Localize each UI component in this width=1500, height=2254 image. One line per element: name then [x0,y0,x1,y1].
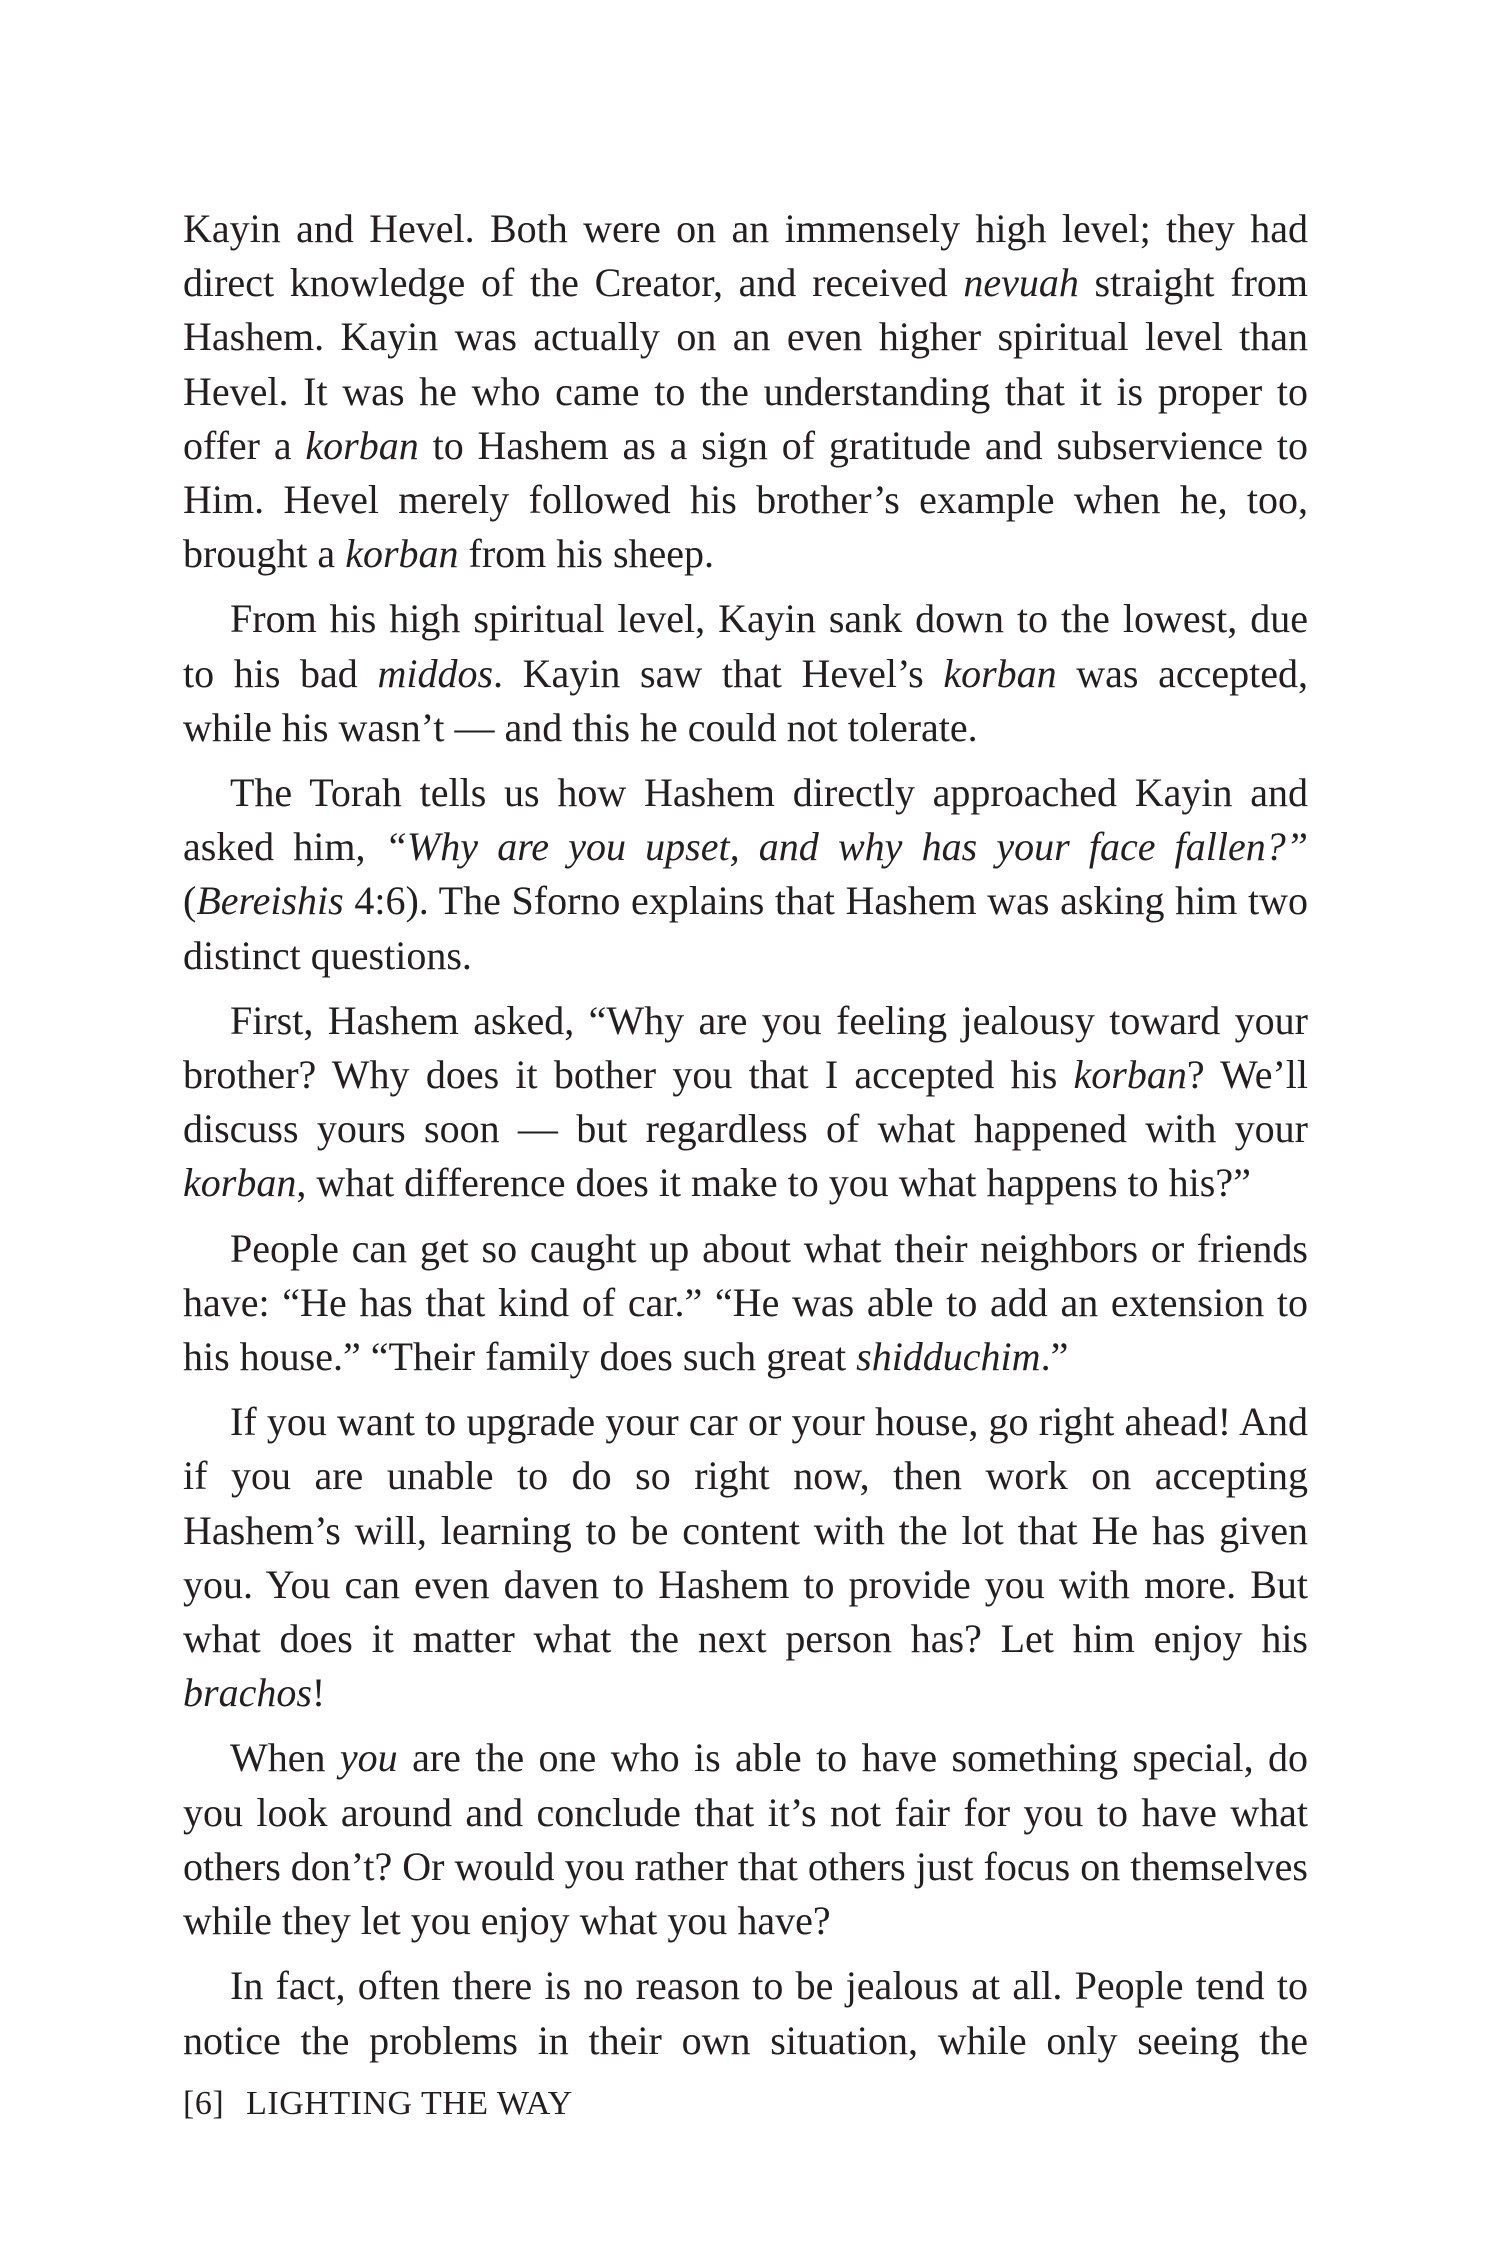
paragraph-6: If you want to upgrade your car or your house, go right ahead! And if you are unable to do so right now, then work on accepting Hashem’s will, learning to be content with the lot that He has given you. You can even daven to Hashem to provide you with more. But what does it matter what the next person has? Let him enjoy his brachos! [183,1399,1308,1716]
paragraph-2: From his high spiritual level, Kayin sank down to the lowest, due to his bad middos. Kayin saw that Hevel’s korban was accepted, while his wasn’t — and this he could not tolerate. [183,596,1309,750]
page-footer [183,2082,573,2126]
italic-term: middos [377,650,494,696]
italic-term: korban [183,1160,297,1206]
paragraph-3: The Torah tells us how Hashem directly approached Kayin and asked him, “Why are you upset, and why has your face fallen?” (Bereishis 4:6). The Sforno explains that Hashem was asking him two distinct questions. [183,770,1308,978]
body-text [183,202,1308,2068]
italic-source: Bereishis [196,878,344,924]
italic-emphasis: you [339,1735,398,1781]
paragraph-7: When you are the one who is able to have something special, do you look around and conclude that it’s not fair for you to have what others don’t? Or would you rather that others just focus on themselves while they let you enjoy what you have? [183,1735,1308,1944]
italic-term: korban [305,422,419,468]
italic-term: korban [345,531,459,577]
paragraph-4: First, Hashem asked, “Why are you feeling jealousy toward your brother? Why does it bother you that I accepted his korban? We’ll discuss yours soon — but regardless of what happened with your korban, what difference does it make to you what happens to his?” [183,997,1309,1206]
italic-term: shidduchim [856,1334,1041,1380]
italic-term: brachos [183,1670,312,1716]
italic-term: korban [1073,1052,1187,1098]
italic-term: nevuah [963,260,1079,306]
paragraph-8: In fact, often there is no reason to be jealous at all. People tend to notice the problems in their own situation, while only seeing the [183,1963,1308,2063]
paragraph-5: People can get so caught up about what their neighbors or friends have: “He has that kind of car.” “He was able to add an extension to his house.” “Their family does such great shidduchim.” [183,1225,1308,1380]
italic-quote: “Why are you upset, and why has your face fallen?” [384,824,1308,870]
running-title: LIGHTING THE WAY [246,2085,573,2122]
paragraph-1: Kayin and Hevel. Both were on an immensely high level; they had direct knowledge of the Creator, and received nevuah straight from Hashem. Kayin was actually on an even higher spiritual level than Hevel. It was he who came to the understanding that it is proper to offer a korban to Hashem as a sign of gratitude and subservience to Him. Hevel merely followed his brother’s example when he, too, brought a korban from his sheep. [183,206,1308,577]
page-number: [6] [183,2085,225,2122]
italic-term: korban [943,650,1057,696]
